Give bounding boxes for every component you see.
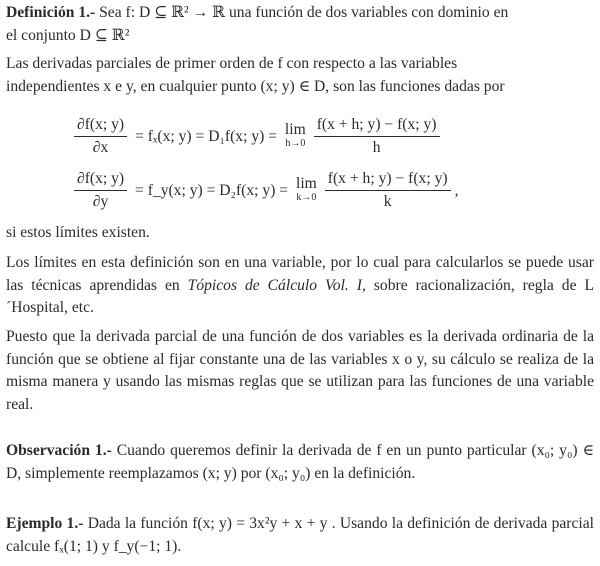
eq1-limit-word: lim [284,120,306,138]
observation-label: Observación 1.- [6,442,112,459]
intro-line-1: Las derivadas parciales de primer orden de f con respecto a las variables [6,55,458,72]
eq1-rhs-numerator: f(x + h; y) − f(x; y) [314,116,440,137]
intro-line-2: independientes x e y, en cualquier punto (x; y) ∈ D, son las funciones dadas por [6,77,505,95]
intro-paragraph [6,53,594,98]
paragraph-ordinary-derivative: Puesto que la derivada parcial de una función de dos variables es la derivada ordinaria de la función que se obtiene al fijar constante una de las variables x o y, su cálculo se realiza de la misma manera y usando las mismas reglas que se utilizan para las funciones de una variable real. [6,328,594,413]
eq2-rhs-denominator: k [383,193,392,210]
eq1-rhs-denominator: h [372,139,381,156]
example-paragraph [6,513,594,558]
eq2-lhs-denominator: ∂y [92,193,109,210]
eq2-limit [295,174,317,205]
definition-paragraph [6,2,594,47]
eq2-lhs-fraction [74,170,127,211]
definition-label: Definición 1.- [6,4,96,21]
eq1-limit-subscript: h→0 [285,137,306,149]
eq2-lhs-numerator: ∂f(x; y) [74,170,127,191]
eq2-rhs-numerator: f(x + h; y) − f(x; y) [325,170,451,191]
eq2-middle: = f_y(x; y) = D₂f(x; y) = [131,181,292,199]
example-label: Ejemplo 1.- [6,515,84,532]
paragraph-limits-part-2: , sobre racionalización, regla de L´Hospital, etc. [6,276,594,316]
eq1-rhs-fraction [314,116,440,157]
definition-line-2: el conjunto D ⊆ ℝ² [6,26,130,44]
book-title: Tópicos de Cálculo Vol. I [187,276,362,294]
eq2-trailing-comma: , [454,181,459,199]
paragraph-limits [6,252,594,320]
equation-partial-x [70,116,444,157]
eq1-lhs-fraction [74,116,127,157]
eq1-middle: = fₓ(x; y) = D₁f(x; y) = [131,127,281,145]
eq2-limit-subscript: k→0 [296,191,317,203]
observation-paragraph [6,440,594,485]
equation-partial-y [70,170,458,211]
eq2-rhs-fraction [325,170,451,211]
condition-text: si estos límites existen. [6,224,150,241]
eq1-lhs-denominator: ∂x [92,139,109,156]
eq1-lhs-numerator: ∂f(x; y) [74,116,127,137]
example-text: Dada la función f(x; y) = 3x²y + x + y . Usando la definición de derivada parcial calcule fₓ(1; 1) y f_y(−1; 1). [6,515,595,555]
definition-line-1: Sea f: D ⊆ ℝ² → ℝ una función de dos variables con dominio en [95,4,509,21]
eq2-limit-word: lim [295,174,317,192]
eq1-limit [284,120,306,151]
paragraph-limits-part-1: Los límites en esta definición son en una variable, por lo cual para calcularlos se puede usar las técnicas aprendidas en [6,254,594,294]
observation-text: Cuando queremos definir la derivada de f en un punto particular (x₀; y₀) ∈ D, simplemente reemplazamos (x; y) por (x₀; y₀) en la definición. [6,442,595,482]
